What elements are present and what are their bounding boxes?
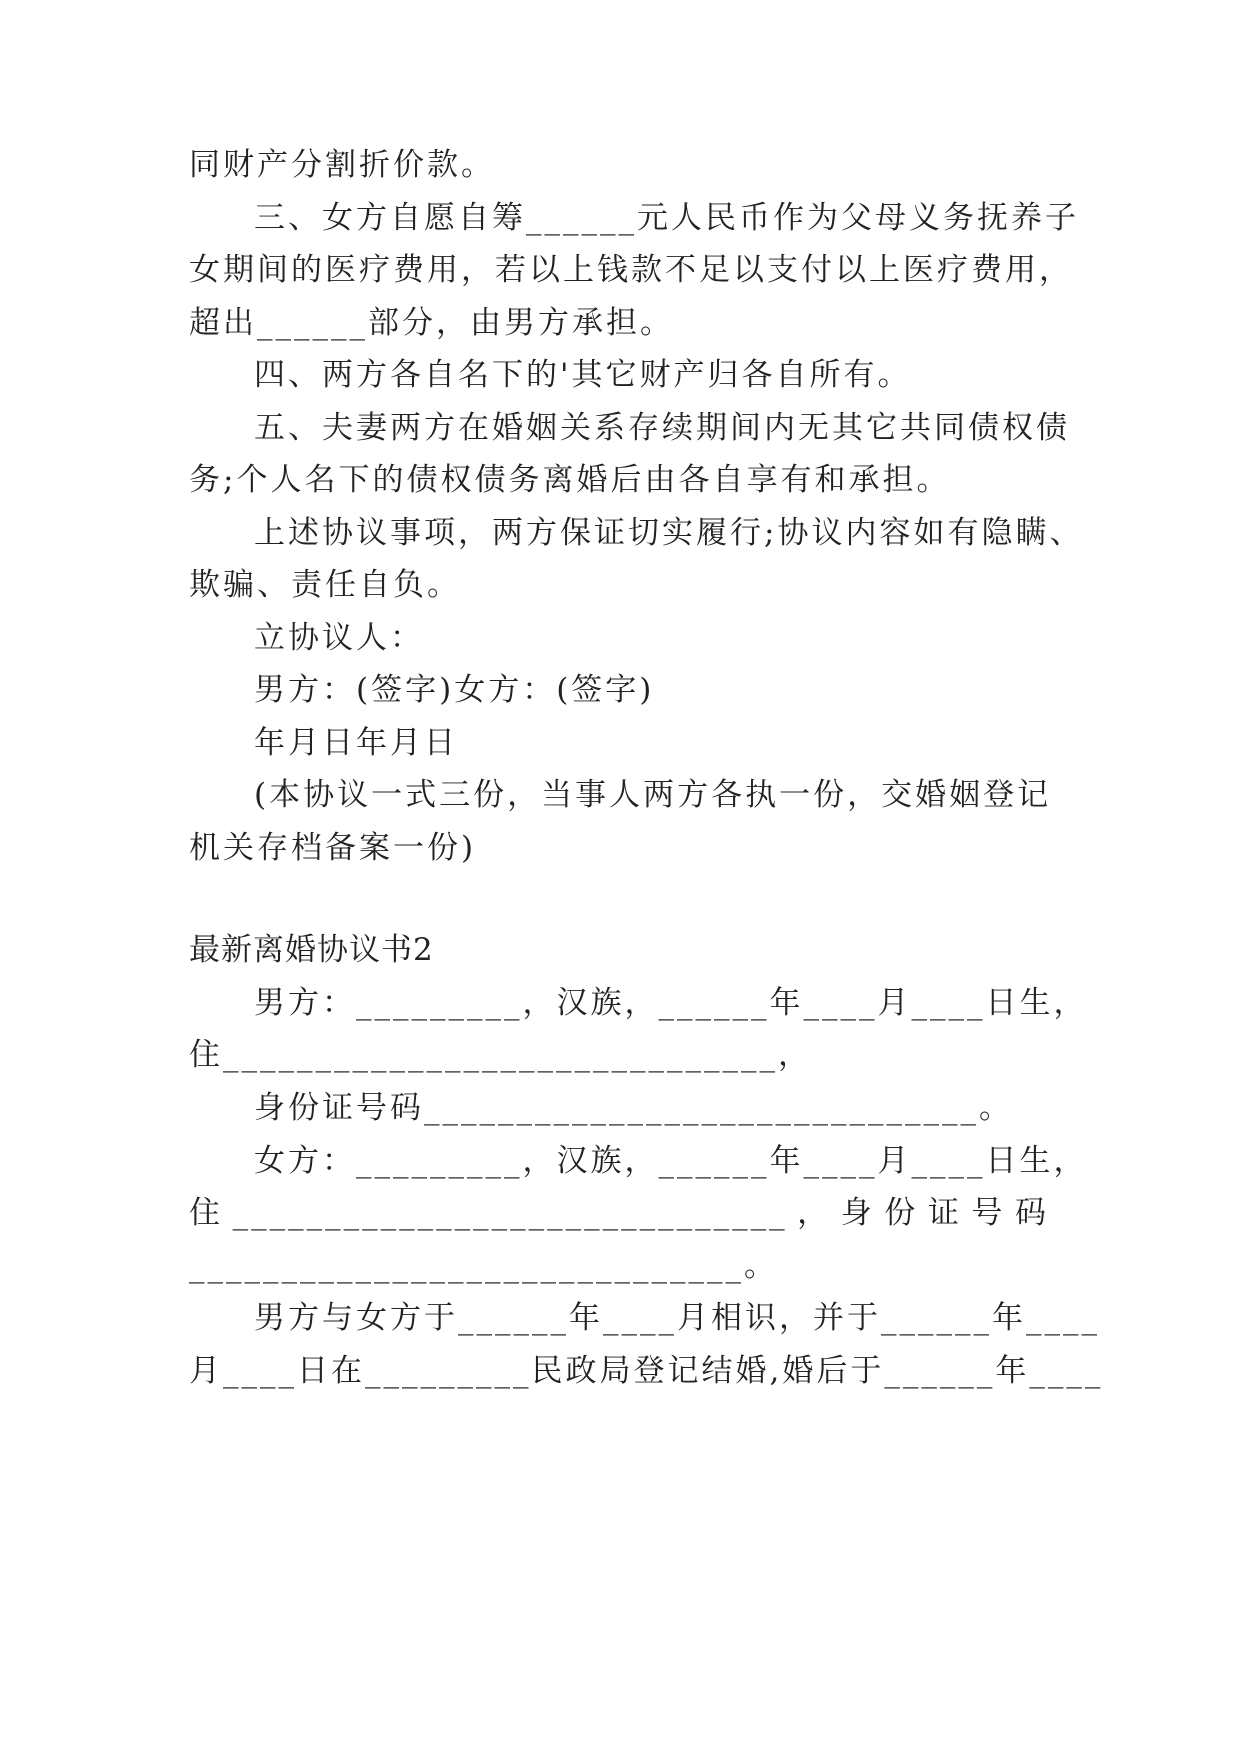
section-title: 最新离婚协议书2 — [189, 932, 434, 968]
paragraph-line: 同财产分割折价款。 — [189, 147, 495, 183]
paragraph-line: 五、夫妻两方在婚姻关系存续期间内无其它共同债权债 — [254, 410, 1070, 446]
paragraph-line: 欺骗、责任自负。 — [189, 567, 461, 603]
justified-token: 码 — [1014, 1195, 1049, 1231]
justified-token: 身 — [840, 1195, 875, 1231]
paragraph-line: 女期间的医疗费用，若以上钱款不足以支付以上医疗费用， — [189, 252, 1073, 288]
paragraph-line: 三、女方自愿自筹______元人民币作为父母义务抚养子 — [254, 200, 1079, 236]
justified-token: ______________________________ — [232, 1195, 788, 1231]
signatory-heading: 立协议人： — [254, 620, 424, 656]
date-line: 年月日年月日 — [254, 725, 458, 761]
paragraph-line: (本协议一式三份，当事人两方各执一份，交婚姻登记 — [254, 777, 1052, 813]
paragraph-line: 身份证号码______________________________。 — [254, 1090, 1013, 1126]
paragraph-line: 上述协议事项，两方保证切实履行;协议内容如有隐瞒、 — [254, 515, 1084, 551]
paragraph-line: 月____日在_________民政局登记结婚,婚后于______年____ — [189, 1353, 1104, 1389]
justified-token: 证 — [927, 1195, 962, 1231]
justified-token: 号 — [971, 1195, 1006, 1231]
paragraph-line: ______________________________。 — [189, 1248, 778, 1284]
justified-token: 份 — [884, 1195, 919, 1231]
paragraph-line: 四、两方各自名下的'其它财产归各自所有。 — [254, 357, 912, 393]
justified-address-line — [189, 1193, 1049, 1233]
justified-token: ， — [797, 1195, 832, 1231]
paragraph-line: 超出______部分，由男方承担。 — [189, 305, 674, 341]
paragraph-line: 男方：_________，汉族，______年____月____日生， — [254, 985, 1088, 1021]
paragraph-line: 男方与女方于______年____月相识，并于______年____ — [254, 1300, 1100, 1336]
paragraph-line: 务;个人名下的债权债务离婚后由各自享有和承担。 — [189, 462, 951, 498]
signature-line: 男方：(签字)女方：(签字) — [254, 672, 655, 708]
paragraph-line: 女方：_________，汉族，______年____月____日生， — [254, 1143, 1088, 1179]
paragraph-line: 住______________________________， — [189, 1037, 812, 1073]
justified-token: 住 — [189, 1195, 223, 1231]
paragraph-line: 机关存档备案一份) — [189, 830, 477, 866]
